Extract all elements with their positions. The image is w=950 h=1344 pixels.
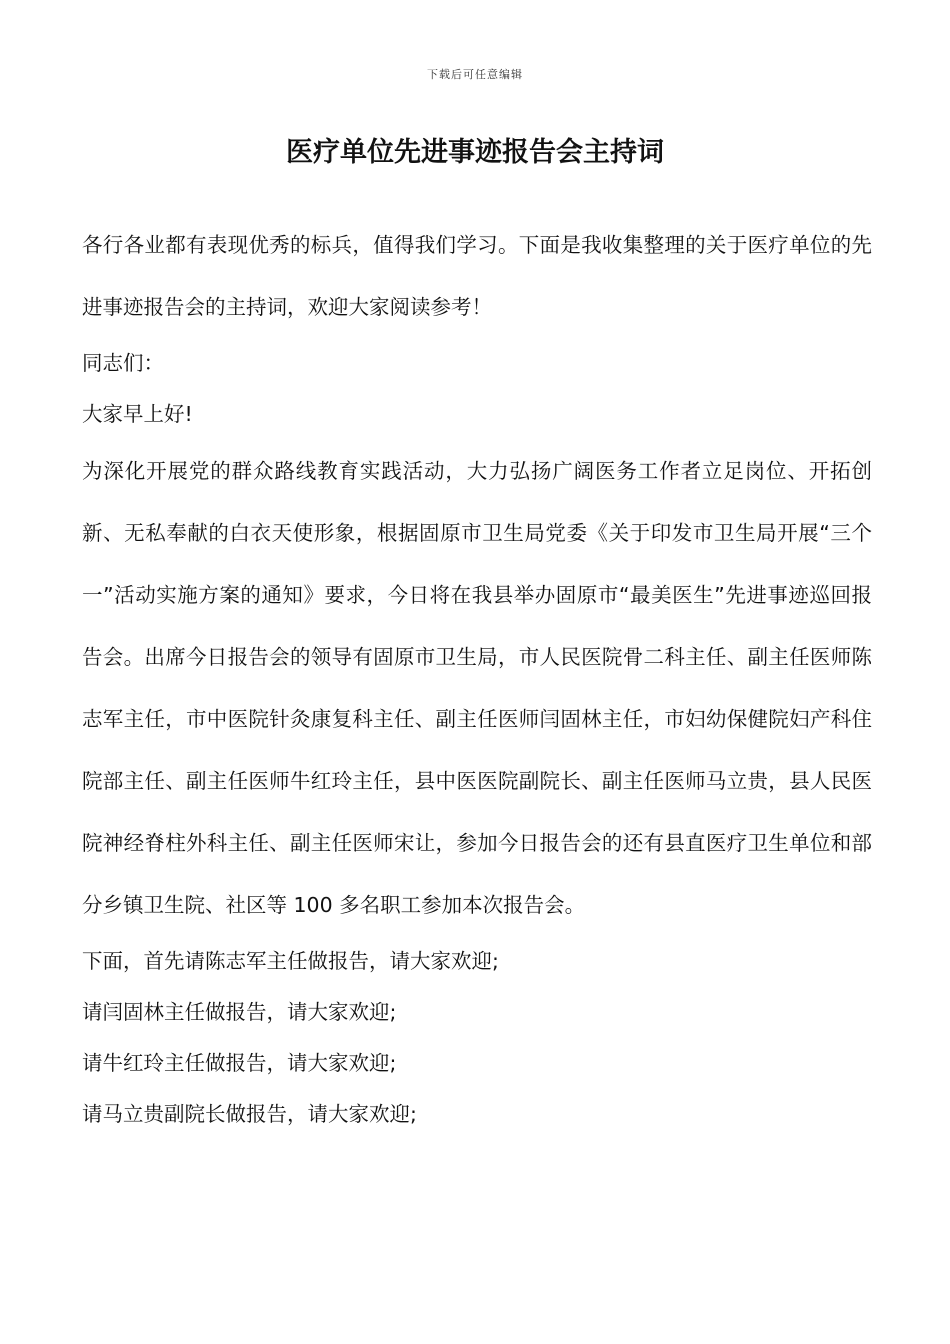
header-note: 下载后可任意编辑 <box>427 68 523 81</box>
report-invitation-line: 下面，首先请陈志军主任做报告，请大家欢迎; <box>82 949 499 973</box>
report-invitation-line: 请闫固林主任做报告，请大家欢迎; <box>82 1000 397 1024</box>
report-invitation-line: 请马立贵副院长做报告，请大家欢迎; <box>82 1102 417 1126</box>
main-paragraph: 为深化开展党的群众路线教育实践活动，大力弘扬广阔医务工作者立足岗位、开拓创新、无私奉献的白衣天使形象，根据固原市卫生局党委《关于印发市卫生局开展“三个一”活动实施方案的通知》要求，今日将在我县举办固原市“最美医生”先进事迹巡回报告会。出席今日报告会的领导有固原市卫生局，市人民医院骨二科主任、副主任医师陈志军主任，市中医院针灸康复科主任、副主任医师闫固林主任，市妇幼保健院妇产科住院部主任、副主任医师牛红玲主任，县中医医院副院长、副主任医师马立贵，县人民医院神经脊柱外科主任、副主任医师宋让，参加今日报告会的还有县直医疗卫生单位和部分乡镇卫生院、社区等 100 多名职工参加本次报告会。 <box>82 459 872 917</box>
intro-paragraph: 各行各业都有表现优秀的标兵，值得我们学习。下面是我收集整理的关于医疗单位的先进事迹报告会的主持词，欢迎大家阅读参考！ <box>82 233 872 319</box>
document-title: 医疗单位先进事迹报告会主持词 <box>286 137 664 168</box>
document-body <box>82 214 872 1140</box>
salutation-line: 同志们： <box>82 351 164 375</box>
greeting-line: 大家早上好! <box>82 402 193 426</box>
report-invitation-line: 请牛红玲主任做报告，请大家欢迎; <box>82 1051 397 1075</box>
